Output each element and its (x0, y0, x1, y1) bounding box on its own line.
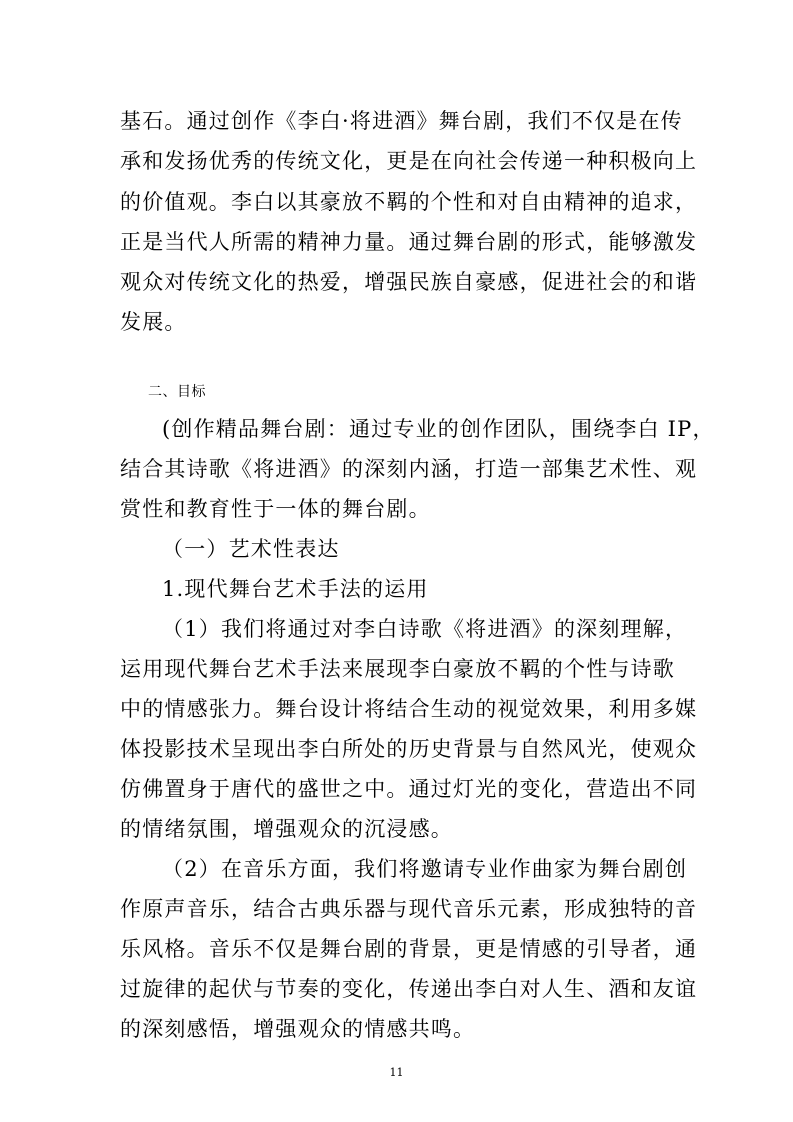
paragraph-line: 基石。通过创作《李白·将进酒》舞台剧，我们不仅是在传 (120, 109, 683, 133)
subheading: （一）艺术性表达 (162, 537, 340, 561)
page-number: 11 (389, 1066, 404, 1079)
goal-line: (创作精品舞台剧：通过专业的创作团队，围绕李白 IP， (162, 417, 715, 441)
paragraph-line: 正是当代人所需的精神力量。通过舞台剧的形式，能够激发 (120, 230, 698, 254)
paragraph-line: 发展。 (120, 310, 187, 334)
point1-line: 的情绪氛围，增强观众的沉浸感。 (120, 817, 453, 841)
point2-line: 作原声音乐，结合古典乐器与现代音乐元素，形成独特的音 (120, 897, 698, 921)
point2-line: 过旋律的起伏与节奏的变化，传递出李白对人生、酒和友谊 (120, 977, 698, 1001)
paragraph-line: 观众对传统文化的热爱，增强民族自豪感，促进社会的和谐 (120, 270, 698, 294)
point2-line: 的深刻感悟，增强观众的情感共鸣。 (120, 1017, 476, 1041)
goal-line: 赏性和教育性于一体的舞台剧。 (120, 497, 431, 521)
point1-line: 中的情感张力。舞台设计将结合生动的视觉效果，利用多媒 (120, 697, 698, 721)
point1-line: 运用现代舞台艺术手法来展现李白豪放不羁的个性与诗歌 (120, 657, 675, 681)
section-heading: 二、目标 (148, 384, 206, 400)
point1-line: 体投影技术呈现出李白所处的历史背景与自然风光，使观众 (120, 737, 698, 761)
paragraph-line: 的价值观。李白以其豪放不羁的个性和对自由精神的追求， (120, 190, 698, 214)
point1-line: 仿佛置身于唐代的盛世之中。通过灯光的变化，营造出不同 (120, 777, 698, 801)
goal-line: 结合其诗歌《将进酒》的深刻内涵，打造一部集艺术性、观 (120, 457, 698, 481)
point2-line: 乐风格。音乐不仅是舞台剧的背景，更是情感的引导者，通 (120, 937, 698, 961)
point1-line: （1）我们将通过对李白诗歌《将进酒》的深刻理解， (162, 617, 688, 641)
point2-line: （2）在音乐方面，我们将邀请专业作曲家为舞台剧创 (162, 857, 688, 881)
subsubheading: 1.现代舞台艺术手法的运用 (162, 577, 429, 601)
paragraph-line: 承和发扬优秀的传统文化，更是在向社会传递一种积极向上 (120, 149, 698, 173)
